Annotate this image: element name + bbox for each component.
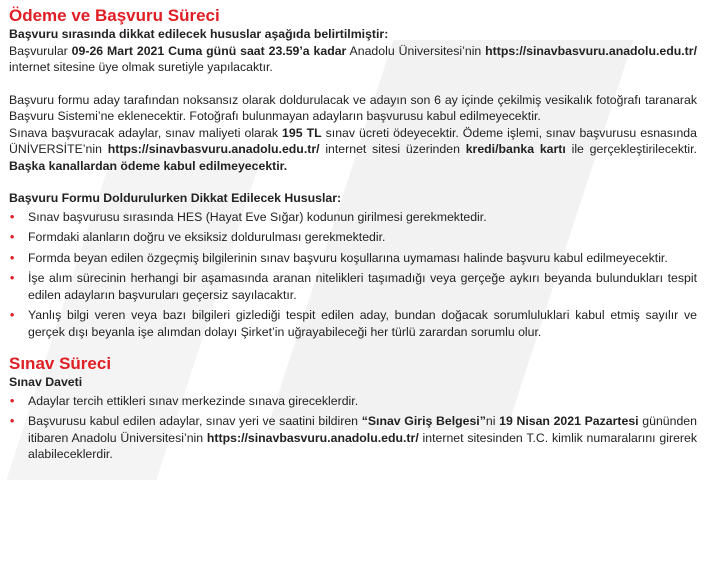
list-item [9,270,697,303]
list-item-text: Formdaki alanların doğru ve eksiksiz doldurulması gerekmektedir. [28,230,386,244]
text: internet sitesinden T.C. kimlik numaralarını girerek alabileceklerdir. [28,430,697,461]
section-title-payment: Ödeme ve Başvuru Süreci [9,6,220,25]
paragraph-application-dates [9,43,697,76]
text: ile gerçekleştirilecektir. [565,142,697,156]
form-rules-list [9,209,697,341]
bullet-icon: • [10,209,15,224]
list-item [9,393,697,410]
form-rules-heading: Başvuru Formu Doldurulurken Dikkat Edilecek Hususlar: [9,191,342,205]
list-item-text: Yanlış bilgi veren veya bazı bilgileri gizlediği tespit edilen aday, bundan doğacak sorumluluklari kabul etmiş sayılır ve gerçek dışı beyanla işe alımdan dolayı Şirket’in uğrayabileceği her türlü zarardan sorumlu olur. [28,308,697,339]
list-item-text: İşe alım sürecinin herhangi bir aşamasında aranan nitelikleri taşımadığı veya gerçeğe aykırı beyanda bulundukları tespit edilen adayların başvuruları geçersiz sayılacaktır. [28,271,697,302]
text: Anadolu Üniversitesi’nin [346,43,486,58]
text: Başvurular [9,43,72,58]
list-item-text: Sınav başvurusu sırasında HES (Hayat Eve Sığar) kodunun girilmesi gerekmektedir. [28,209,487,224]
exam-document-url: https://sinavbasvuru.anadolu.edu.tr/ [206,430,419,445]
bullet-icon: • [10,308,15,322]
fee-amount: 195 TL [282,125,322,140]
text: gününden itibaren Anadolu Üniversitesi’nin [28,414,697,445]
section-title-exam: Sınav Süreci [9,354,112,373]
text: ni [485,414,500,428]
list-item [9,413,697,463]
text: internet sitesine üye olmak suretiyle yapılacaktır. [9,60,273,74]
application-url: https://sinavbasvuru.anadolu.edu.tr/ [485,43,697,58]
list-item-text: Formda beyan edilen özgeçmiş bilgilerinin sınav başvuru koşullarına uymaması halinde başvuru kabul edilmeyecektir. [28,250,668,265]
exam-document-name: “Sınav Giriş Belgesi” [361,414,486,428]
bullet-icon: • [10,414,15,428]
text: sınav ücreti ödeyecektir. Ödeme işlemi, sınav başvurusu esnasında ÜNİVERSİTE’nin [9,125,697,156]
list-item [9,209,697,226]
text: Başvurusu kabul edilen adaylar, sınav yeri ve saatini bildiren [28,414,362,428]
payment-url: https://sinavbasvuru.anadolu.edu.tr/ [107,142,320,156]
intro-heading: Başvuru sırasında dikkat edilecek hususlar aşağıda belirtilmiştir: [9,27,389,41]
exam-invitation-heading: Sınav Daveti [9,375,83,389]
exam-list [9,393,697,463]
spacer [9,76,697,92]
list-item-text: Adaylar tercih ettikleri sınav merkezinde sınava gireceklerdir. [28,393,359,408]
application-dates: 09-26 Mart 2021 Cuma günü saat 23.59’a kadar [71,43,347,58]
text: Sınava başvuracak adaylar, sınav maliyeti olarak [9,125,283,140]
spacer [9,344,697,354]
bullet-icon: • [10,393,15,408]
spacer [9,174,697,190]
list-item [9,229,697,246]
list-item [9,250,697,267]
payment-warning: Başka kanallardan ödeme kabul edilmeyecektir. [9,158,288,173]
document-body [9,6,697,467]
bullet-icon: • [10,271,15,285]
paragraph-photo: Başvuru formu aday tarafından noksansız olarak doldurulacak ve adayın son 6 ay içinde çekilmiş vesikalık fotoğrafı taranarak Başvuru Sistemi’ne eklenecektir. Fotoğrafı bulunmayan adayların başvurusu kabul edilmeyecektir. [9,92,697,123]
payment-method: kredi/banka kartı [465,142,566,156]
text: internet sitesi üzerinden [319,142,466,156]
bullet-icon: • [10,230,15,244]
list-item [9,307,697,340]
list-item-text [28,414,697,461]
paragraph-fee [9,125,697,175]
exam-document-date: 19 Nisan 2021 Pazartesi [499,414,639,428]
bullet-icon: • [10,250,15,265]
